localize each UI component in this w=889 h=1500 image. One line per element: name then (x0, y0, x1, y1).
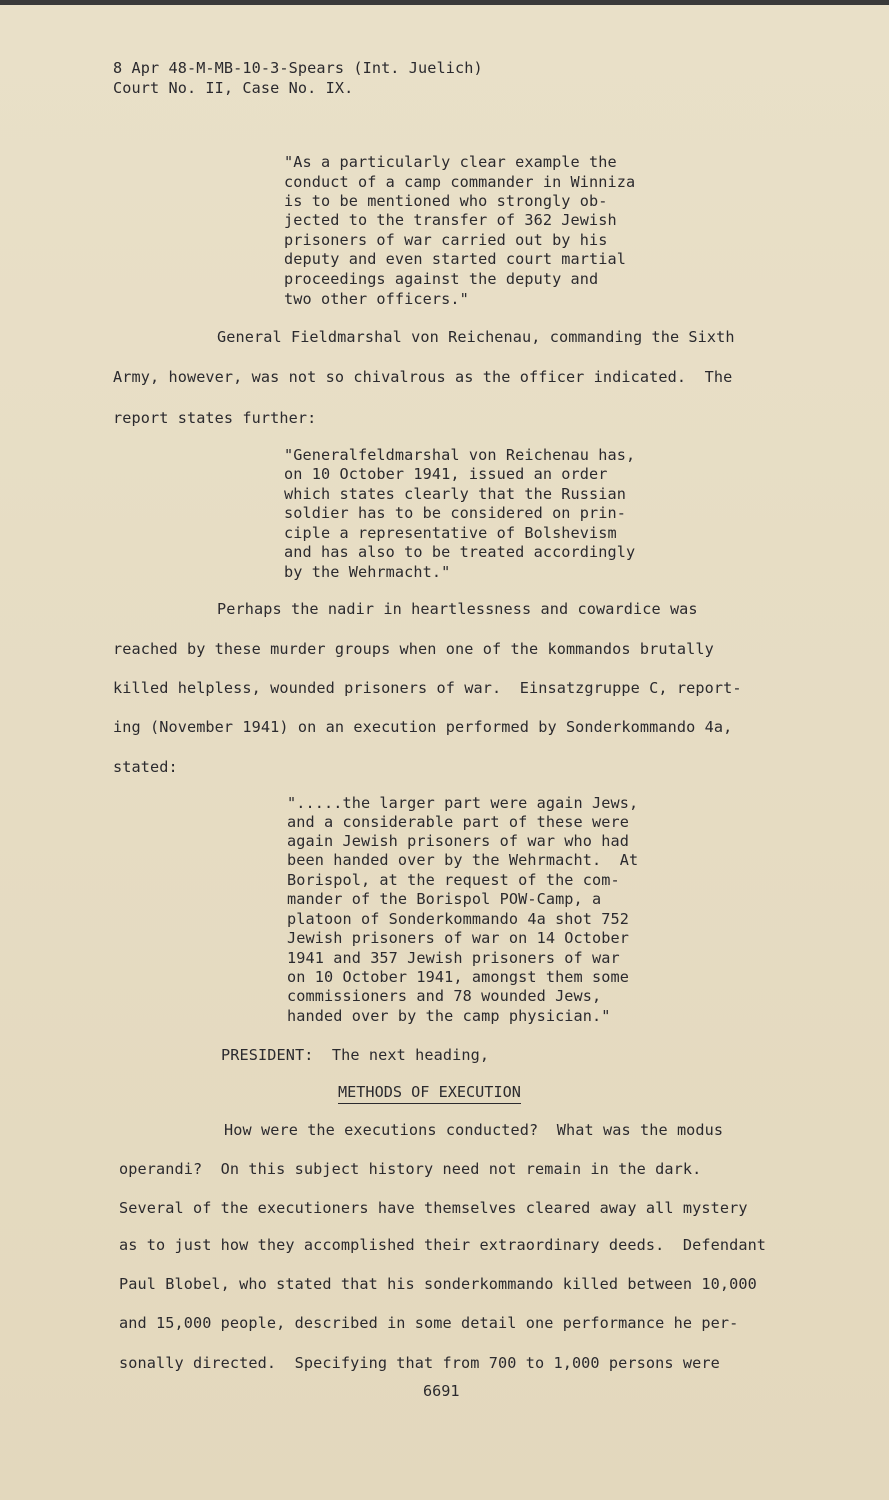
quote-3-line: platoon of Sonderkommando 4a shot 752 (287, 910, 630, 928)
quote-2-line: ciple a representative of Bolshevism (284, 524, 617, 542)
paragraph-1-line: General Fieldmarshal von Reichenau, commanding the Sixth (217, 328, 735, 346)
quote-3-line: mander of the Borispol POW-Camp, a (287, 890, 602, 908)
paragraph-3-line: and 15,000 people, described in some detail one performance he per- (119, 1314, 739, 1332)
quote-1-line: prisoners of war carried out by his (284, 231, 608, 249)
quote-1-line: jected to the transfer of 362 Jewish (284, 211, 617, 229)
quote-3-line: Borispol, at the request of the com- (287, 871, 620, 889)
quote-1-line: proceedings against the deputy and (284, 270, 599, 288)
quote-1-line: conduct of a camp commander in Winniza (284, 173, 636, 191)
quote-2-line: "Generalfeldmarshal von Reichenau has, (284, 446, 636, 464)
paragraph-2-line: stated: (113, 758, 178, 776)
quote-2-line: and has also to be treated accordingly (284, 543, 636, 561)
quote-1-line: "As a particularly clear example the (284, 153, 617, 171)
quote-3-line: Jewish prisoners of war on 14 October (287, 929, 630, 947)
paragraph-3-line: Paul Blobel, who stated that his sonderkommando killed between 10,000 (119, 1275, 757, 1293)
quote-3-line: ".....the larger part were again Jews, (287, 794, 639, 812)
paragraph-2-line: killed helpless, wounded prisoners of war. Einsatzgruppe C, report- (113, 679, 742, 697)
header-line-1: 8 Apr 48-M-MB-10-3-Spears (Int. Juelich) (113, 59, 483, 77)
quote-2-line: soldier has to be considered on prin- (284, 504, 627, 522)
paragraph-2-line: ing (November 1941) on an execution performed by Sonderkommando 4a, (113, 718, 733, 736)
paragraph-1-line: Army, however, was not so chivalrous as the officer indicated. The (113, 368, 733, 386)
paragraph-3-line: sonally directed. Specifying that from 700 to 1,000 persons were (119, 1354, 720, 1372)
quote-3-line: been handed over by the Wehrmacht. At (287, 851, 639, 869)
quote-2-line: on 10 October 1941, issued an order (284, 465, 608, 483)
quote-2-line: by the Wehrmacht." (284, 563, 451, 581)
quote-1-line: two other officers." (284, 290, 469, 308)
paragraph-3-line: How were the executions conducted? What was the modus (224, 1121, 724, 1139)
president-line: PRESIDENT: The next heading, (221, 1046, 490, 1064)
quote-3-line: on 10 October 1941, amongst them some (287, 968, 630, 986)
paragraph-3-line: Several of the executioners have themselves cleared away all mystery (119, 1199, 748, 1217)
paragraph-1-line: report states further: (113, 409, 317, 427)
paragraph-3-line: as to just how they accomplished their extraordinary deeds. Defendant (119, 1236, 767, 1254)
paragraph-3-line: operandi? On this subject history need not remain in the dark. (119, 1160, 702, 1178)
paragraph-2-line: reached by these murder groups when one of the kommandos brutally (113, 640, 714, 658)
quote-1-line: deputy and even started court martial (284, 250, 627, 268)
quote-3-line: and a considerable part of these were (287, 813, 630, 831)
quote-1-line: is to be mentioned who strongly ob- (284, 192, 608, 210)
quote-3-line: again Jewish prisoners of war who had (287, 832, 630, 850)
header-line-2: Court No. II, Case No. IX. (113, 79, 354, 97)
section-heading: METHODS OF EXECUTION (338, 1082, 521, 1104)
quote-3-line: commissioners and 78 wounded Jews, (287, 987, 602, 1005)
quote-2-line: which states clearly that the Russian (284, 485, 627, 503)
quote-3-line: 1941 and 357 Jewish prisoners of war (287, 949, 620, 967)
page-number: 6691 (423, 1382, 460, 1400)
quote-3-line: handed over by the camp physician." (287, 1007, 611, 1025)
paragraph-2-line: Perhaps the nadir in heartlessness and cowardice was (217, 600, 698, 618)
